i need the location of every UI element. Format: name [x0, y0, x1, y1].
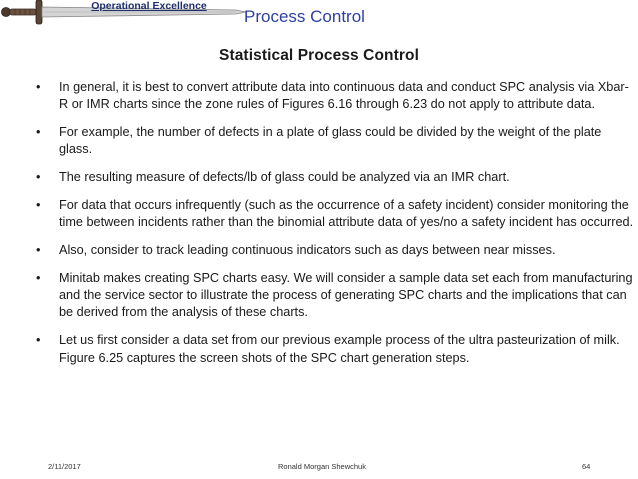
footer-author: Ronald Morgan Shewchuk	[278, 462, 366, 471]
sword-grip	[10, 9, 36, 15]
bullet-text: In general, it is best to convert attribute data into continuous data and conduct SPC analysis via Xbar-R or IMR charts since the zone rules of Figures 6.16 through 6.23 do not apply to attribute data.	[59, 80, 629, 112]
bullet-dot: •	[36, 125, 41, 140]
bullet-item	[36, 197, 636, 232]
bullet-text: Let us first consider a data set from our previous example process of the ultra pasteurization of milk. Figure 6.25 captures the screen shots of the SPC chart generation steps.	[59, 333, 620, 365]
bullet-item	[36, 124, 636, 159]
header-title: Process Control	[244, 7, 365, 26]
bullet-dot: •	[36, 270, 41, 285]
bullet-item	[36, 242, 636, 259]
bullet-text: For data that occurs infrequently (such as the occurrence of a safety incident) consider monitoring the time between incidents rather than the binomial attribute data of yes/no a safety incident has occurred.	[59, 197, 634, 230]
bullet-dot: •	[36, 333, 41, 348]
bullet-list	[36, 79, 636, 377]
bullet-text: The resulting measure of defects/lb of glass could be analyzed via an IMR chart.	[59, 170, 510, 185]
footer-page-number: 64	[582, 462, 591, 471]
slide-title: Statistical Process Control	[219, 47, 419, 64]
bullet-item	[36, 270, 636, 322]
bullet-item	[36, 332, 636, 367]
bullet-dot: •	[36, 80, 41, 94]
bullet-item	[36, 169, 636, 186]
bullet-text: Also, consider to track leading continuous indicators such as days between near misses.	[59, 243, 556, 258]
bullet-text: For example, the number of defects in a plate of glass could be divided by the weight of the plate glass.	[59, 125, 602, 157]
sword-pommel	[2, 8, 11, 17]
sword-crossguard	[36, 0, 42, 24]
bullet-item	[36, 79, 636, 114]
bullet-dot: •	[36, 243, 41, 258]
bullet-text: Minitab makes creating SPC charts easy. We will consider a sample data set each from manufacturing and the service sector to illustrate the process of generating SPC charts and the implications that can be derived from the analysis of these charts.	[59, 270, 633, 320]
bullet-dot: •	[36, 197, 41, 212]
banner-label: Operational Excellence	[91, 0, 207, 12]
footer-date: 2/11/2017	[48, 462, 81, 471]
bullet-dot: •	[36, 170, 41, 185]
